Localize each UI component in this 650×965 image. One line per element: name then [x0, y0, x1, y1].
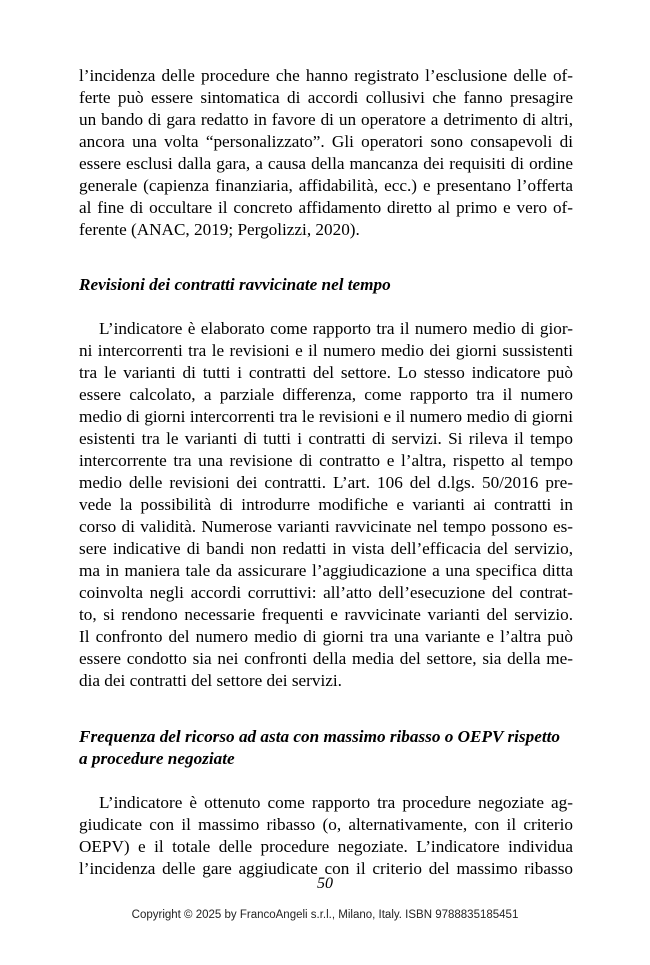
paragraph-line: L’indicatore è elaborato come rapporto tra il numero medio di gior-	[99, 319, 573, 338]
paragraph-line: essere calcolato, a parziale differenza, come rapporto tra il numero	[79, 385, 573, 404]
paragraph-line: esistenti tra le varianti di tutti i contratti di servizi. Si rileva il tempo	[79, 429, 573, 448]
paragraph-line: tra le varianti di tutti i contratti del settore. Lo stesso indicatore può	[79, 363, 573, 382]
paragraph-line: dia dei contratti del settore dei servizi.	[79, 671, 342, 690]
paragraph-line: intercorrente tra una revisione di contratto e l’altra, rispetto al tempo	[79, 451, 573, 470]
paragraph-line: essere condotto sia nei confronti della media del settore, sia della me-	[79, 649, 573, 668]
paragraph-line: ferte può essere sintomatica di accordi collusivi che fanno presagire	[79, 88, 573, 107]
paragraph-line: ma in maniera tale da assicurare l’aggiudicazione a una specifica ditta	[79, 561, 573, 580]
section-heading: a procedure negoziate	[79, 749, 235, 768]
section-heading: Revisioni dei contratti ravvicinate nel tempo	[79, 275, 391, 294]
paragraph-line: sere indicative di bandi non redatti in vista dell’efficacia del servizio,	[79, 539, 573, 558]
paragraph-line: ancora una volta “personalizzato”. Gli operatori sono consapevoli di	[79, 132, 573, 151]
paragraph-line: Il confronto del numero medio di giorni tra una variante e l’altra può	[79, 627, 573, 646]
paragraph-line: L’indicatore è ottenuto come rapporto tra procedure negoziate ag-	[99, 793, 573, 812]
paragraph-line: essere esclusi dalla gara, a causa della mancanza dei requisiti di ordine	[79, 154, 573, 173]
paragraph-line: coinvolta negli accordi corruttivi: all’atto dell’esecuzione del contrat-	[79, 583, 573, 602]
paragraph-line: medio delle revisioni dei contratti. L’art. 106 del d.lgs. 50/2016 pre-	[79, 473, 573, 492]
paragraph-line: giudicate con il massimo ribasso (o, alternativamente, con il criterio	[79, 815, 573, 834]
paragraph-line: al fine di occultare il concreto affidamento diretto al primo e vero of-	[79, 198, 573, 217]
paragraph-line: generale (capienza finanziaria, affidabilità, ecc.) e presentano l’offerta	[79, 176, 573, 195]
paragraph-line: medio di giorni intercorrenti tra le revisioni e il numero medio di giorni	[79, 407, 573, 426]
paragraph-line: OEPV) e il totale delle procedure negoziate. L’indicatore individua	[79, 837, 573, 856]
paragraph-line: un bando di gara redatto in favore di un operatore a detrimento di altri,	[79, 110, 573, 129]
paragraph-line: l’incidenza delle procedure che hanno registrato l’esclusione delle of-	[79, 66, 573, 85]
section-heading: Frequenza del ricorso ad asta con massimo ribasso o OEPV rispetto	[79, 727, 560, 746]
paragraph-line: ferente (ANAC, 2019; Pergolizzi, 2020).	[79, 220, 360, 239]
paragraph-line: ni intercorrenti tra le revisioni e il numero medio dei giorni sussistenti	[79, 341, 573, 360]
paragraph-line: corso di validità. Numerose varianti ravvicinate nel tempo possono es-	[79, 517, 573, 536]
paragraph-line: l’incidenza delle gare aggiudicate con il criterio del massimo ribasso	[79, 859, 573, 878]
page-number: 50	[317, 875, 333, 892]
paragraph-line: to, si rendono necessarie frequenti e ravvicinate varianti del servizio.	[79, 605, 573, 624]
paragraph-line: vede la possibilità di introdurre modifiche e varianti ai contratti in	[79, 495, 573, 514]
copyright-notice: Copyright © 2025 by FrancoAngeli s.r.l., Milano, Italy. ISBN 9788835185451	[131, 909, 519, 921]
